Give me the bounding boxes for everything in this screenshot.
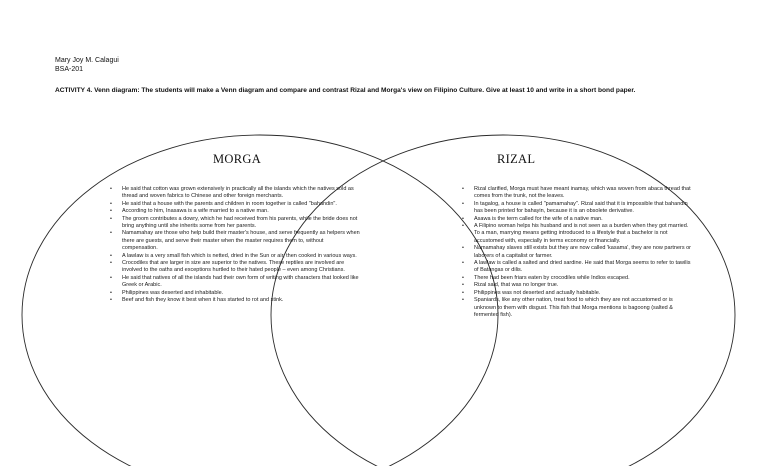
course-code: BSA-201 — [55, 66, 84, 73]
rizal-item: • A lawlaw is called a salted and dried sardine. He said that Morga seems to refer to tawilis of Batangas or dilis. — [460, 260, 692, 275]
rizal-item: • There had been friars eaten by crocodiles while Indios escaped. — [460, 275, 692, 282]
morga-item: • According to him, Inasawa is a wife married to a native man. — [108, 208, 360, 215]
morga-list — [108, 186, 360, 305]
morga-item: • Namamahay are those who help build their master's house, and serve frequently as helpers when there are guests, and serve their master when the master requires them to, without compensation. — [108, 230, 360, 252]
morga-item: • Philippines was deserted and inhabitable. — [108, 290, 360, 297]
morga-item: • Crocodiles that are larger in size are superior to the natives. These reptiles are involved are involved to the oaths and exceptions hurtled to their hated people – even among Christians. — [108, 260, 360, 275]
rizal-item: • Spaniards, like any other nation, treat food to which they are not accustomed or is unknown to them with disgust. This fish that Morga mentions is bagoong (salted & fermented fish). — [460, 297, 692, 319]
morga-item: • A lawlaw is a very small fish which is netted, dried in the Sun or air, then cooked in various ways. — [108, 253, 360, 260]
rizal-list — [460, 186, 692, 319]
rizal-item: • Rizal said, that was no longer true. — [460, 282, 692, 289]
rizal-item: • A Filipino woman helps his husband and is not seen as a burden when they got married. To a man, marrying means getting introduced to a lifestyle that a bachelor is not accustomed with, especially in terms economy or financially. — [460, 223, 692, 245]
rizal-item: • Asawa is the term called for the wife of a native man. — [460, 216, 692, 223]
activity-instructions: ACTIVITY 4. Venn diagram: The students will make a Venn diagram and compare and contrast Rizal and Morga's view on Filipino Culture. Give at least 10 and write in a short bond paper. — [55, 87, 636, 94]
rizal-title: RIZAL — [497, 152, 536, 166]
morga-item: • He said that cotton was grown extensively in practically all the islands which the natives sold as thread and woven fabrics to Chinese and other foreign merchants. — [108, 186, 360, 201]
morga-item: • He said that a house with the parents and children in room together is called "bahandin". — [108, 201, 360, 208]
author-name: Mary Joy M. Calagui — [55, 57, 119, 64]
rizal-item: • Rizal clarified, Morga must have meant inamay, which was woven from abaca thread that comes from the trunk, not the leaves. — [460, 186, 692, 201]
rizal-item: • In tagalog, a house is called "pamamahay". Rizal said that it is impossible that bahandin has been printed for bahayin, because it is an obsolete derivative. — [460, 201, 692, 216]
rizal-item: • Philippines was not deserted and actually habitable. — [460, 290, 692, 297]
morga-title: MORGA — [213, 152, 262, 166]
morga-item: • He said that natives of all the islands had their own form of writing with characters that looked like Greek or Arabic. — [108, 275, 360, 290]
morga-item: • The groom contributes a dowry, which he had received from his parents, while the bride does not bring anything until she inherits some from her parents. — [108, 216, 360, 231]
morga-item: • Beef and fish they know it best when it has started to rot and stink. — [108, 297, 360, 304]
rizal-item: • Namamahay slaves still exists but they are now called 'kasama', they are now partners or laborers of a capitalist or farmer. — [460, 245, 692, 260]
